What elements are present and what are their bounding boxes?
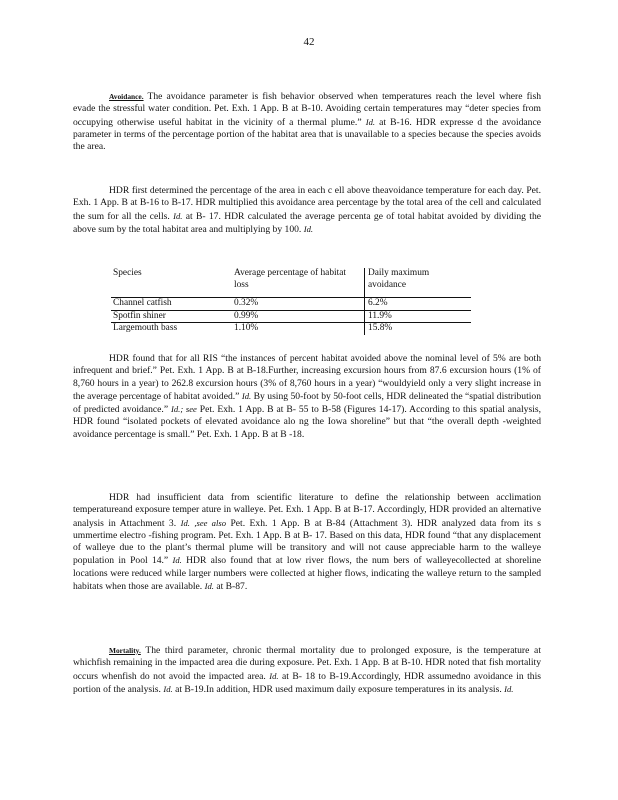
table-cell: Channel catfish — [111, 298, 232, 311]
table-row — [111, 310, 471, 323]
table-cell: 11.9% — [365, 310, 472, 323]
table-header: Average percentage of habitat loss — [232, 268, 365, 298]
table-cell: Spotfin shiner — [111, 310, 232, 323]
table-row — [111, 298, 471, 311]
table-row — [111, 323, 471, 335]
paragraph-hdr-first: HDR first determined the percentage of the area in each c ell above theavoidance temperature for each day. Pet. Exh. 1 App. B at B-16 to B-17. HDR multiplied this avoidance area percentage by the total area of the cell and calculated the sum for all the cells. Id. at B- 17. HDR calculated the average percenta ge of total habitat avoided by dividing the above sum by the total habitat area and multiplying by 100. Id. — [73, 185, 541, 235]
heading-avoidance: Avoidance. — [109, 92, 144, 101]
table-cell: 0.99% — [232, 310, 365, 323]
paragraph-hdr-insufficient: HDR had insufficient data from scientific literature to define the relationship between acclimation temperatureand exposure temper ature in walleye. Pet. Exh. 1 App. B at B-17. Accordingly, HDR provided an alternative analysis in Attachment 3. Id. ,see also Pet. Exh. 1 App. B at B-84 (Attachment 3). HDR analyzed data from its s ummertime electro -fishing program. Pet. Exh. 1 App. B at B- 17. Based on this data, HDR found “that any displacement of walleye due to the plant’s thermal plume will be transitory and will not cause appreciable harm to the walleye population in Pool 14.” Id. HDR also found that at low river flows, the num bers of walleyecollected at shoreline locations were reduced while larger numbers were collected at higher flows, indicating the walleye return to the sampled habitats when those are available. Id. at B-87. — [73, 492, 542, 593]
paragraph-hdr-found: HDR found that for all RIS “the instances of percent habitat avoided above the nominal level of 5% are both infrequent and brief.” Pet. Exh. 1 App. B at B-18.Further, increasing excursion hours from 87.6 excursion hours (1% of 8,760 hours in a year) to 262.8 excursion hours (3% of 8,760 hours in a year) “wouldyield only a very slight increase in the average percentage of habitat avoided.” Id. By using 50-foot by 50-foot cells, HDR delineated the “spatial distribution of predicted avoidance.” Id.; see Pet. Exh. 1 App. B at B- 55 to B-58 (Figures 14-17). According to this spatial analysis, HDR found “isolated pockets of elevated avoidance alo ng the Iowa shoreline” but that “the overall depth -weighted avoidance percentage is small.” Pet. Exh. 1 App. B at B -18. — [73, 353, 542, 440]
paragraph-avoidance: Avoidance. The avoidance parameter is fish behavior observed when temperatures reach the level where fish evade the stressful water condition. Pet. Exh. 1 App. B at B-10. Avoiding certain temperatures may “deter species from occupying otherwise useful habitat in the vicinity of a thermal plume.” Id. at B-16. HDR expresse d the avoidance parameter in terms of the percentage portion of the habitat area that is unavailable to a species because the species avoids the area. — [73, 91, 541, 153]
table-cell: 0.32% — [232, 298, 365, 311]
paragraph-mortality: Mortality. The third parameter, chronic thermal mortality due to prolonged exposure, is the temperature at whichfish remaining in the impacted area die during exposure. Pet. Exh. 1 App. B at B-10. HDR noted that fish mortality occurs whenfish do not avoid the impacted area. Id. at B- 18 to B-19.Accordingly, HDR assumedno avoidance in this portion of the analysis. Id. at B-19.In addition, HDR used maximum daily exposure temperatures in its analysis. Id. — [73, 645, 541, 695]
table-cell: 6.2% — [365, 298, 472, 311]
species-table — [111, 268, 471, 335]
table-header: Daily maximum avoidance — [365, 268, 472, 298]
table-header-row — [111, 268, 471, 298]
heading-mortality: Mortality. — [109, 646, 141, 655]
page-number: 42 — [303, 36, 315, 48]
table-header: Species — [111, 268, 232, 298]
table-cell: 15.8% — [368, 323, 393, 333]
table-cell: Largemouth bass — [113, 323, 178, 333]
table-cell: 1.10% — [232, 323, 365, 335]
